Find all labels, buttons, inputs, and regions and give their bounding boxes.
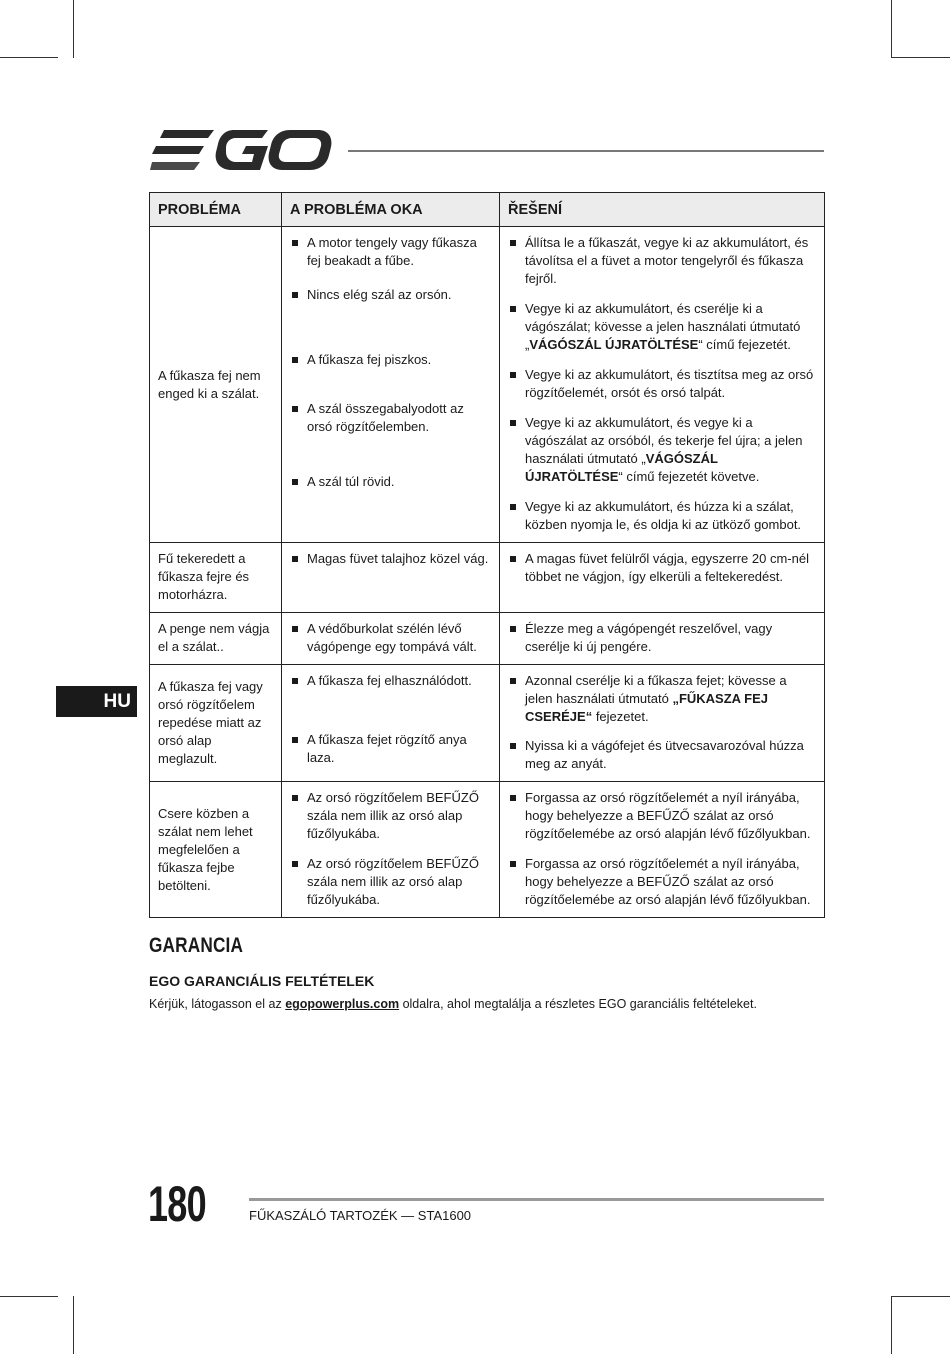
list-item: Nyissa ki a vágófejet és ütvecsavarozóval húzza meg az anyát.	[508, 726, 815, 773]
table-row	[150, 665, 825, 782]
solution-cell	[500, 665, 825, 782]
list-item: A szál túl rövid.	[290, 470, 490, 491]
list-item: Azonnal cserélje ki a fűkasza fejet; kövesse a jelen használati útmutató „FŰKASZA FEJ CSERÉJE“ fejezetet.	[508, 665, 815, 726]
list-item: A magas füvet felülről vágja, egyszerre 20 cm-nél többet ne vágjon, így elkerüli a feltekeredést.	[508, 543, 815, 586]
bullet-icon	[510, 743, 516, 749]
crop-mark	[0, 1296, 58, 1297]
list-item: A védőburkolat szélén lévő vágópenge egy tompává vált.	[290, 613, 490, 656]
bullet-icon	[510, 861, 516, 867]
bullet-icon	[510, 556, 516, 562]
crop-mark	[892, 1296, 950, 1297]
section-title: GARANCIA	[149, 934, 244, 957]
warranty-text: Kérjük, látogasson el az egopowerplus.com oldalra, ahol megtalálja a részletes EGO garanciális feltételeket.	[149, 997, 757, 1011]
bullet-icon	[510, 420, 516, 426]
language-tab: HU	[56, 686, 137, 717]
section-subtitle: EGO GARANCIÁLIS FELTÉTELEK	[149, 973, 375, 989]
list-item: A fűkasza fej elhasználódott.	[290, 665, 490, 725]
cause-cell	[282, 782, 500, 918]
crop-mark	[73, 1296, 74, 1354]
cause-cell	[282, 665, 500, 782]
solution-cell	[500, 543, 825, 613]
list-item: Vegye ki az akkumulátort, és cserélje ki a vágószálat; kövesse a jelen használati útmutató „VÁGÓSZÁL ÚJRATÖLTÉSE“ című fejezetét.	[508, 288, 815, 354]
solution-cell	[500, 613, 825, 665]
cause-cell	[282, 543, 500, 613]
problem-cell: Csere közben a szálat nem lehet megfelelően a fűkasza fejbe betölteni.	[150, 782, 282, 918]
bullet-icon	[510, 240, 516, 246]
bullet-icon	[510, 306, 516, 312]
bullet-icon	[292, 240, 298, 246]
list-item: Forgassa az orsó rögzítőelemét a nyíl irányába, hogy behelyezze a BEFŰZŐ szálat az orsó rögzítőelemébe az orsó alapján lévő fűzőlyukban.	[508, 843, 815, 909]
bullet-icon	[292, 357, 298, 363]
list-item: Az orsó rögzítőelem BEFŰZŐ szála nem illik az orsó alap fűzőlyukába.	[290, 782, 490, 843]
troubleshooting-table	[149, 192, 825, 918]
list-item: Magas füvet talajhoz közel vág.	[290, 543, 490, 568]
list-item: A fűkasza fejet rögzítő anya laza.	[290, 725, 490, 767]
list-item: A motor tengely vagy fűkasza fej beakadt a fűbe.	[290, 227, 490, 278]
list-item: Vegye ki az akkumulátort, és tisztítsa meg az orsó rögzítőelemét, orsót és orsó talpát.	[508, 354, 815, 402]
bullet-icon	[292, 795, 298, 801]
bullet-icon	[292, 861, 298, 867]
list-item: Nincs elég szál az orsón.	[290, 278, 490, 337]
bullet-icon	[510, 626, 516, 632]
table-row	[150, 227, 825, 543]
list-item: Vegye ki az akkumulátort, és húzza ki a szálat, közben nyomja le, és oldja ki az ütköző gombot.	[508, 486, 815, 534]
page-number: 180	[148, 1176, 206, 1232]
bullet-icon	[292, 292, 298, 298]
crop-mark	[892, 57, 950, 58]
problem-cell: Fű tekeredett a fűkasza fejre és motorházra.	[150, 543, 282, 613]
column-header-problem: PROBLÉMA	[150, 193, 282, 227]
bullet-icon	[510, 795, 516, 801]
header-rule	[348, 150, 824, 152]
table-header-row	[150, 193, 825, 227]
crop-mark	[891, 1296, 892, 1354]
bullet-icon	[510, 372, 516, 378]
crop-mark	[891, 0, 892, 58]
cause-cell	[282, 227, 500, 543]
list-item: A fűkasza fej piszkos.	[290, 337, 490, 385]
bullet-icon	[292, 678, 298, 684]
bullet-icon	[292, 406, 298, 412]
crop-mark	[0, 57, 58, 58]
list-item: Forgassa az orsó rögzítőelemét a nyíl irányába, hogy behelyezze a BEFŰZŐ szálat az orsó rögzítőelemébe az orsó alapján lévő fűzőlyukban.	[508, 782, 815, 843]
solution-cell	[500, 782, 825, 918]
column-header-solution: ŘEŠENÍ	[500, 193, 825, 227]
ego-logo	[150, 128, 332, 172]
list-item: A szál összegabalyodott az orsó rögzítőelemben.	[290, 385, 490, 470]
list-item: Vegye ki az akkumulátort, és vegye ki a vágószálat az orsóból, és tekerje fel újra; a jelen használati útmutató „VÁGÓSZÁL ÚJRATÖLTÉSE“ című fejezetét követve.	[508, 402, 815, 486]
cause-cell	[282, 613, 500, 665]
bullet-icon	[292, 626, 298, 632]
warranty-link[interactable]: egopowerplus.com	[285, 997, 400, 1011]
list-item: Az orsó rögzítőelem BEFŰZŐ szála nem illik az orsó alap fűzőlyukába.	[290, 843, 490, 909]
problem-cell: A fűkasza fej vagy orsó rögzítőelem repedése miatt az orsó alap meglazult.	[150, 665, 282, 782]
table-row	[150, 782, 825, 918]
table-row	[150, 613, 825, 665]
column-header-cause: A PROBLÉMA OKA	[282, 193, 500, 227]
crop-mark	[73, 0, 74, 58]
problem-cell: A fűkasza fej nem enged ki a szálat.	[150, 227, 282, 543]
bullet-icon	[292, 737, 298, 743]
bullet-icon	[510, 504, 516, 510]
bullet-icon	[510, 678, 516, 684]
footer-text: FŰKASZÁLÓ TARTOZÉK — STA1600	[249, 1208, 472, 1223]
list-item: Élezze meg a vágópengét reszelővel, vagy cserélje ki új pengére.	[508, 613, 815, 656]
footer-rule	[249, 1198, 824, 1201]
list-item: Állítsa le a fűkaszát, vegye ki az akkumulátort, és távolítsa el a füvet a motor tengelyről és fűkasza fejről.	[508, 227, 815, 288]
bullet-icon	[292, 479, 298, 485]
bullet-icon	[292, 556, 298, 562]
problem-cell: A penge nem vágja el a szálat..	[150, 613, 282, 665]
table-row	[150, 543, 825, 613]
solution-cell	[500, 227, 825, 543]
